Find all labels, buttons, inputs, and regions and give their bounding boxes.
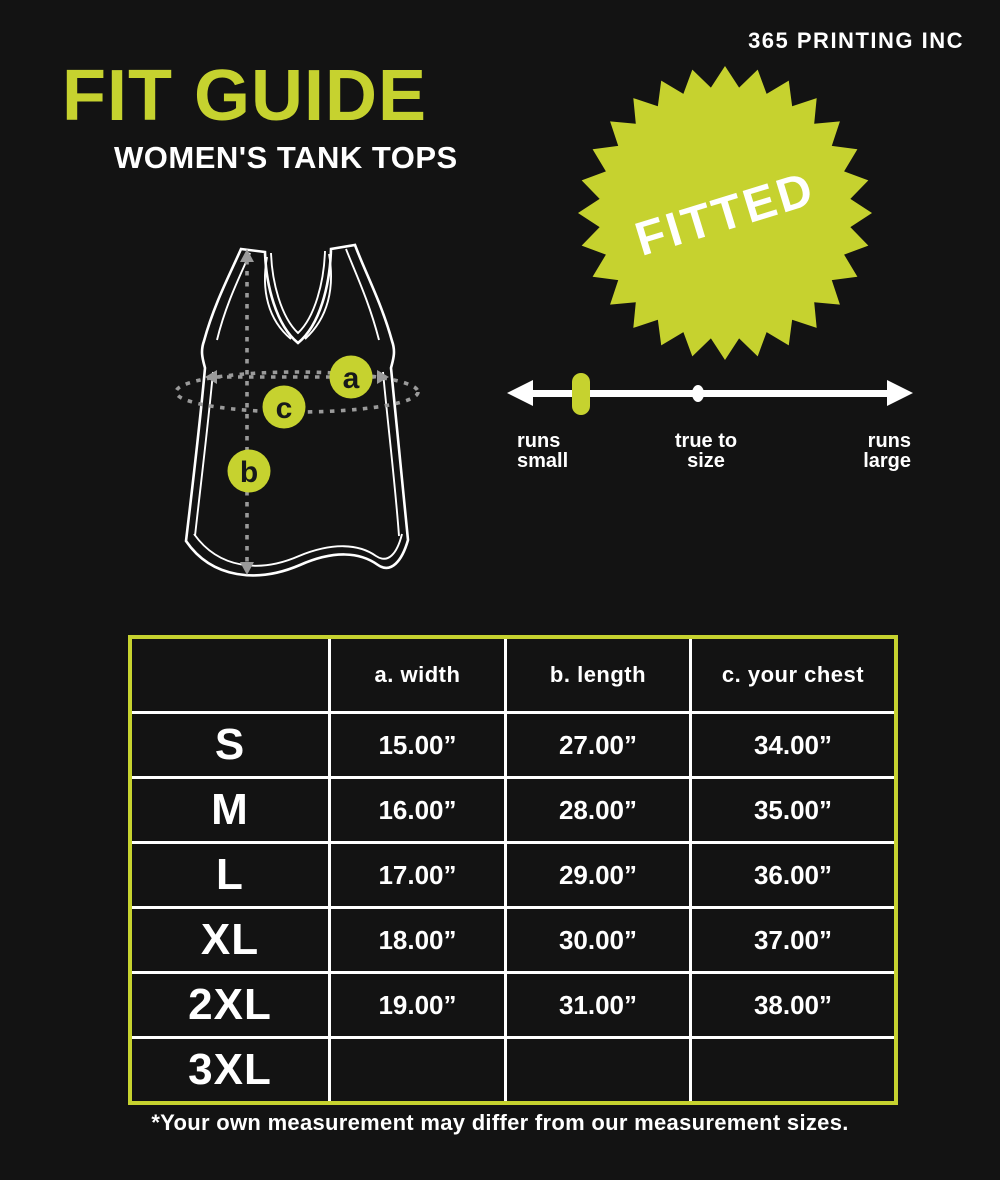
scale-label-line: true to — [674, 430, 738, 452]
table-cell-length: 29.00” — [507, 844, 689, 906]
table-cell-size: 3XL — [132, 1039, 328, 1101]
table-cell-chest: 34.00” — [692, 714, 894, 776]
scale-label-line: runs — [517, 430, 561, 452]
marker-b-label: b — [239, 456, 259, 489]
page-subtitle: WOMEN'S TANK TOPS — [114, 140, 458, 175]
table-cell-length: 30.00” — [507, 909, 689, 971]
tank-top-icon — [130, 228, 450, 588]
table-header-length: b. length — [507, 639, 689, 711]
fit-scale — [505, 365, 915, 480]
table-cell-width — [331, 1039, 504, 1101]
table-cell-size: 2XL — [132, 974, 328, 1036]
table-cell-chest: 38.00” — [692, 974, 894, 1036]
left-arrow-icon — [507, 380, 533, 406]
measurement-disclaimer: *Your own measurement may differ from our measurement sizes. — [151, 1110, 849, 1135]
table-header-width: a. width — [331, 639, 504, 711]
table-cell-size: M — [132, 779, 328, 841]
tank-inner-line — [195, 372, 213, 536]
starburst-icon — [576, 64, 874, 362]
table-cell-chest: 35.00” — [692, 779, 894, 841]
marker-c-label: c — [275, 392, 293, 425]
fitted-badge — [576, 64, 874, 362]
length-arrow-down-icon — [240, 562, 254, 575]
table-cell-size: L — [132, 844, 328, 906]
table-cell-width: 16.00” — [331, 779, 504, 841]
scale-label-line: small — [517, 450, 569, 472]
brand-name: 365 PRINTING INC — [748, 28, 964, 53]
scale-label-line: large — [863, 450, 911, 472]
marker-a-label: a — [342, 362, 360, 395]
width-arrow-left-icon — [205, 370, 217, 384]
fit-marker — [572, 373, 590, 415]
right-arrow-icon — [887, 380, 913, 406]
table-cell-width: 18.00” — [331, 909, 504, 971]
table-cell-chest: 36.00” — [692, 844, 894, 906]
table-cell-length: 31.00” — [507, 974, 689, 1036]
page-title: FIT GUIDE — [62, 56, 427, 136]
table-cell-length: 27.00” — [507, 714, 689, 776]
table-header-size — [132, 639, 328, 711]
scale-label-runs-small — [517, 431, 568, 471]
table-cell-length: 28.00” — [507, 779, 689, 841]
size-table — [128, 635, 898, 1105]
scale-label-true-to-size — [675, 431, 737, 471]
true-to-size-dot — [692, 385, 704, 402]
tank-inner-line — [383, 372, 399, 536]
table-cell-size: S — [132, 714, 328, 776]
scale-label-line: size — [687, 450, 725, 472]
table-cell-width: 17.00” — [331, 844, 504, 906]
table-cell-length — [507, 1039, 689, 1101]
table-cell-size: XL — [132, 909, 328, 971]
scale-label-line: runs — [867, 430, 911, 452]
scale-label-runs-large — [863, 431, 911, 471]
table-cell-width: 19.00” — [331, 974, 504, 1036]
badge-label: FITTED — [629, 161, 822, 267]
tank-top-diagram — [130, 228, 450, 588]
table-cell-chest: 37.00” — [692, 909, 894, 971]
table-header-chest: c. your chest — [692, 639, 894, 711]
table-cell-width: 15.00” — [331, 714, 504, 776]
tank-inner-scoop — [271, 251, 325, 333]
table-cell-chest — [692, 1039, 894, 1101]
